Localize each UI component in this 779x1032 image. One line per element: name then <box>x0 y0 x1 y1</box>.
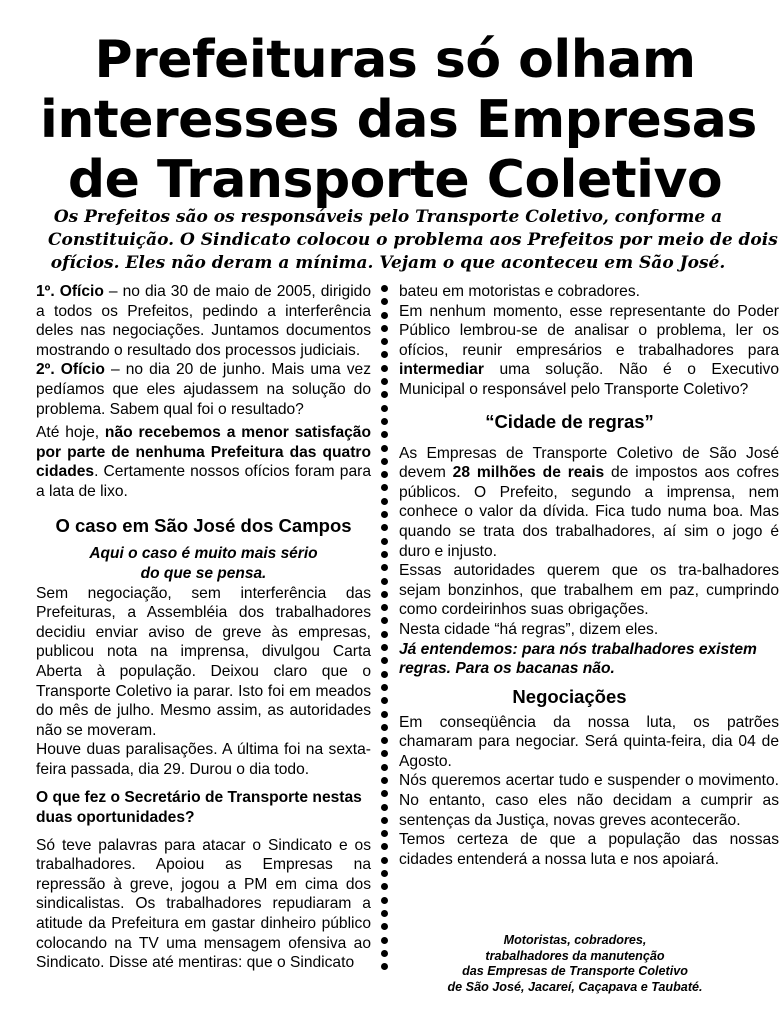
divider-dot <box>381 405 388 412</box>
headline-line-3: de Transporte Coletivo <box>67 150 723 210</box>
divider-dot <box>381 883 388 890</box>
divider-dot <box>381 378 388 385</box>
divider-dot <box>381 631 388 638</box>
paragraph-ja-entendemos: Já entendemos: para nós trabalhadores existem regras. Para os bacanas não. <box>399 640 757 678</box>
divider-dot <box>381 857 388 864</box>
paragraph-nenhum-momento: Em nenhum momento, esse representante do Poder Público lembrou-se de analisar o problema, ler os ofícios, reunir empresários e trabalhadores para intermediar uma solução. Não é o Executivo Municipal o responsável pelo Transporte Coletivo? <box>399 302 779 398</box>
paragraph-empresas-devem: As Empresas de Transporte Coletivo de São José devem 28 milhões de reais de impostos aos cofres públicos. O Prefeito, segundo a imprensa, nem conhece o valor da dívida. Fica tudo numa boa. Mas quando se trata dos trabalhadores, aí sim o jogo é duro e injusto. <box>399 444 779 560</box>
divider-dot <box>381 431 388 438</box>
divider-dot <box>381 418 388 425</box>
paragraph-paralisacoes: Houve duas paralisações. A última foi na sexta-feira passada, dia 29. Durou o dia todo. <box>36 741 371 778</box>
divider-dot <box>381 445 388 452</box>
divider-dot <box>381 711 388 718</box>
divider-dot <box>381 524 388 531</box>
headline-line-2: interesses das Empresas <box>40 90 757 150</box>
divider-dot <box>381 338 388 345</box>
paragraph-bateu: bateu em motoristas e cobradores. <box>399 283 640 300</box>
left-column <box>36 282 371 973</box>
divider-dot <box>381 817 388 824</box>
heading-negociacoes: Negociações <box>512 685 627 707</box>
divider-dot <box>381 843 388 850</box>
divider-dot <box>381 511 388 518</box>
divider-dot <box>381 950 388 957</box>
divider-dot <box>381 910 388 917</box>
column-divider-dots <box>378 285 390 985</box>
divider-dot <box>381 644 388 651</box>
paragraph-autoridades: Essas autoridades querem que os tra-balhadores sejam bonzinhos, que trabalhem em paz, cumprindo como cordeirinhos suas obrigações. <box>399 562 779 619</box>
divider-dot <box>381 298 388 305</box>
divider-dot <box>381 790 388 797</box>
divider-dot <box>381 325 388 332</box>
divider-dot <box>381 923 388 930</box>
divider-dot <box>381 538 388 545</box>
divider-dot <box>381 777 388 784</box>
paragraph-consequencia: Em conseqüência da nossa luta, os patrões chamaram para negociar. Será quinta-feira, dia 04 de Agosto. <box>399 713 779 770</box>
divider-dot <box>381 471 388 478</box>
divider-dot <box>381 351 388 358</box>
divider-dot <box>381 578 388 585</box>
paragraph-palavras: Só teve palavras para atacar o Sindicato e os trabalhadores. Apoiou as Empresas na repressão à greve, jogou a PM em cima dos sindicalistas. Os trabalhadores repudiaram a atitude da Prefeitura em gastar dinheiro público colocando na TV uma mensagem ofensiva ao Sindicato. Disse até mentiras: que o Sindicato <box>36 836 371 972</box>
divider-dot <box>381 591 388 598</box>
paragraph-ate-hoje: Até hoje, não recebemos a menor satisfação por parte de nenhuma Prefeitura das quatro cidades. Certamente nossos ofícios foram para a lata de lixo. <box>36 424 371 500</box>
right-column <box>399 282 779 869</box>
divider-dot <box>381 724 388 731</box>
paragraph-sem-negociacao: Sem negociação, sem interferência das Prefeituras, a Assembléia dos trabalhadores decidiu enviar aviso de greve às empresas, publicou nota na imprensa, divulgou Carta Aberta à população. Deixou claro que o Transporte Coletivo ia parar. Isto foi em meados do mês de julho. Mesmo assim, as autoridades não se moveram. <box>36 584 371 739</box>
divider-dot <box>381 937 388 944</box>
divider-dot <box>381 897 388 904</box>
divider-dot <box>381 365 388 372</box>
divider-dot <box>381 963 388 970</box>
subheadline-line-2: Constituição. O Sindicato colocou o problema aos Prefeitos por meio de dois <box>48 230 778 250</box>
subheadline-line-1: Os Prefeitos são os responsáveis pelo Transporte Coletivo, conforme a <box>53 207 723 227</box>
divider-dot <box>381 498 388 505</box>
divider-dot <box>381 564 388 571</box>
subheadline-line-3: ofícios. Eles não deram a mínima. Vejam o que aconteceu em São José. <box>50 253 726 273</box>
divider-dot <box>381 870 388 877</box>
divider-dot <box>381 750 388 757</box>
paragraph-oficio-2: 2º. Ofício – no dia 20 de junho. Mais uma vez pedíamos que eles ajudassem na solução do problema. Sabem qual foi o resultado? <box>36 361 371 418</box>
paragraph-ha-regras: Nesta cidade “há regras”, dizem eles. <box>399 620 659 638</box>
heading-caso-sao-jose: O caso em São José dos Campos <box>55 514 352 536</box>
divider-dot <box>381 391 388 398</box>
question-secretario: O que fez o Secretário de Transporte nestas duas oportunidades? <box>36 789 362 827</box>
paragraph-temos-certeza: Temos certeza de que a população das nossas cidades entenderá a nossa luta e nos apoiará. <box>399 831 779 868</box>
headline <box>40 30 757 210</box>
divider-dot <box>381 617 388 624</box>
signature-block: Motoristas, cobradores, trabalhadores da manutenção das Empresas de Transporte Coletivo de São José, Jacareí, Caçapava e Taubaté. <box>447 933 703 994</box>
divider-dot <box>381 671 388 678</box>
headline-line-1: Prefeituras só olham <box>94 30 696 90</box>
divider-dot <box>381 484 388 491</box>
divider-dot <box>381 551 388 558</box>
heading-cidade-de-regras: “Cidade de regras” <box>485 410 654 432</box>
divider-dot <box>381 804 388 811</box>
divider-dot <box>381 285 388 292</box>
divider-dot <box>381 764 388 771</box>
paragraph-queremos-acertar: Nós queremos acertar tudo e suspender o movimento. No entanto, caso eles não decidam a cumprir as sentenças da Justiça, novas greves acontecerão. <box>399 772 779 829</box>
divider-dot <box>381 830 388 837</box>
divider-dot <box>381 657 388 664</box>
divider-dot <box>381 604 388 611</box>
divider-dot <box>381 458 388 465</box>
subheadline <box>48 206 778 275</box>
divider-dot <box>381 312 388 319</box>
divider-dot <box>381 737 388 744</box>
paragraph-oficio-1: 1º. Ofício – no dia 30 de maio de 2005, dirigido a todos os Prefeitos, pedindo a interferência deles nas negociações. Juntamos documentos mostrando o resultado dos processos judiciais. <box>36 283 372 359</box>
caso-subheading: Aqui o caso é muito mais sério do que se pensa. <box>89 544 318 582</box>
divider-dot <box>381 684 388 691</box>
divider-dot <box>381 697 388 704</box>
